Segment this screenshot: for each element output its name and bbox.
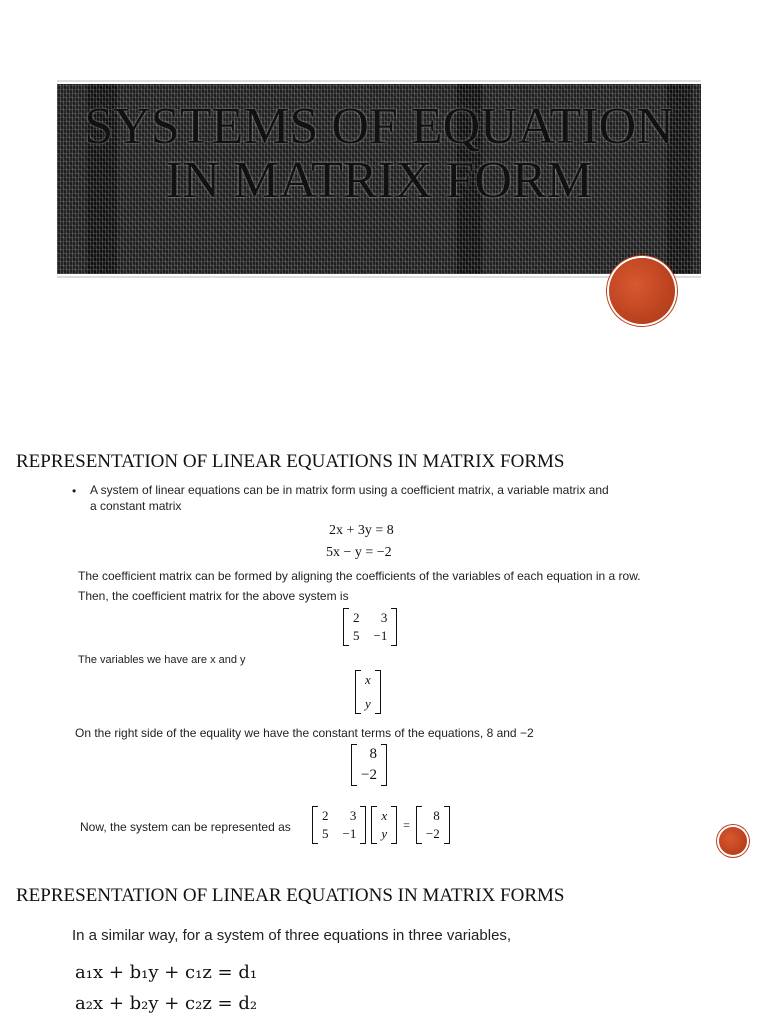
slide2-heading: REPRESENTATION OF LINEAR EQUATIONS IN MATRIX FORMS [16,451,565,472]
coefficient-text-line1: The coefficient matrix can be formed by aligning the coefficients of the variables of each equation in a row. [78,569,641,583]
now-text: Now, the system can be represented as [80,820,291,834]
matrix-cell: 2 [322,808,329,823]
equation-1 [329,523,394,539]
constant-matrix [351,744,387,786]
matrix-cell: x [365,672,371,687]
coefficient-text-line2: Then, the coefficient matrix for the above system is [78,589,349,603]
bracket-right [381,744,387,786]
matrix-cell: 5 [353,628,360,643]
coefficient-matrix-grid [349,608,391,646]
slide-title: SYSTEMS OF EQUATION IN MATRIX FORM [84,98,674,209]
system-constant-grid [422,806,444,844]
bullet-text-line1: A system of linear equations can be in matrix form using a coefficient matrix, a variable matrix and [90,483,609,497]
equation-2 [326,545,392,561]
bracket-right [391,608,397,646]
matrix-cell: y [381,826,388,841]
banner-bottom-rule [57,276,701,278]
matrix-cell: 8 [433,808,440,823]
coefficient-matrix [343,608,397,646]
matrix-cell: 5 [322,826,329,841]
matrix-cell: −2 [425,826,440,841]
matrix-cell: −2 [361,767,377,783]
matrix-cell: y [365,696,371,711]
constants-text: On the right side of the equality we have the constant terms of the equations, 8 and −2 [75,726,534,740]
slide3-intro: In a similar way, for a system of three equations in three variables, [72,927,512,944]
system-variable-grid [377,806,391,844]
matrix-cell: 3 [380,610,388,625]
matrix-cell: −1 [373,628,388,643]
matrix-cell: 2 [353,610,360,625]
accent-circle-small [719,827,747,855]
variables-text: The variables we have are x and y [78,654,246,666]
bullet-text-line2: a constant matrix [90,499,182,513]
slide3-heading: REPRESENTATION OF LINEAR EQUATIONS IN MATRIX FORMS [16,885,565,906]
equals-sign: = [403,817,410,832]
equation-2-text: 5x − y = −2 [326,545,392,560]
equation-3var-1: a₁x + b₁y + c₁z = d₁ [75,962,258,983]
equation-1-text: 2x + 3y = 8 [329,523,394,538]
banner-top-rule [57,80,701,82]
system-coefficient-grid [318,806,360,844]
bracket-right [444,806,450,844]
bracket-right [375,670,381,714]
equation-3var-2: a₂x + b₂y + c₂z = d₂ [75,993,258,1014]
variable-matrix [355,670,381,714]
bracket-right [391,806,397,844]
accent-circle [609,258,675,324]
bullet-icon: • [72,484,77,498]
matrix-cell: x [381,808,388,823]
matrix-cell: 8 [369,746,377,762]
constant-matrix-grid [357,744,381,786]
system-matrix-equation [312,806,450,844]
matrix-cell: 3 [349,808,357,823]
variable-matrix-grid [361,670,375,714]
matrix-cell: −1 [342,826,357,841]
